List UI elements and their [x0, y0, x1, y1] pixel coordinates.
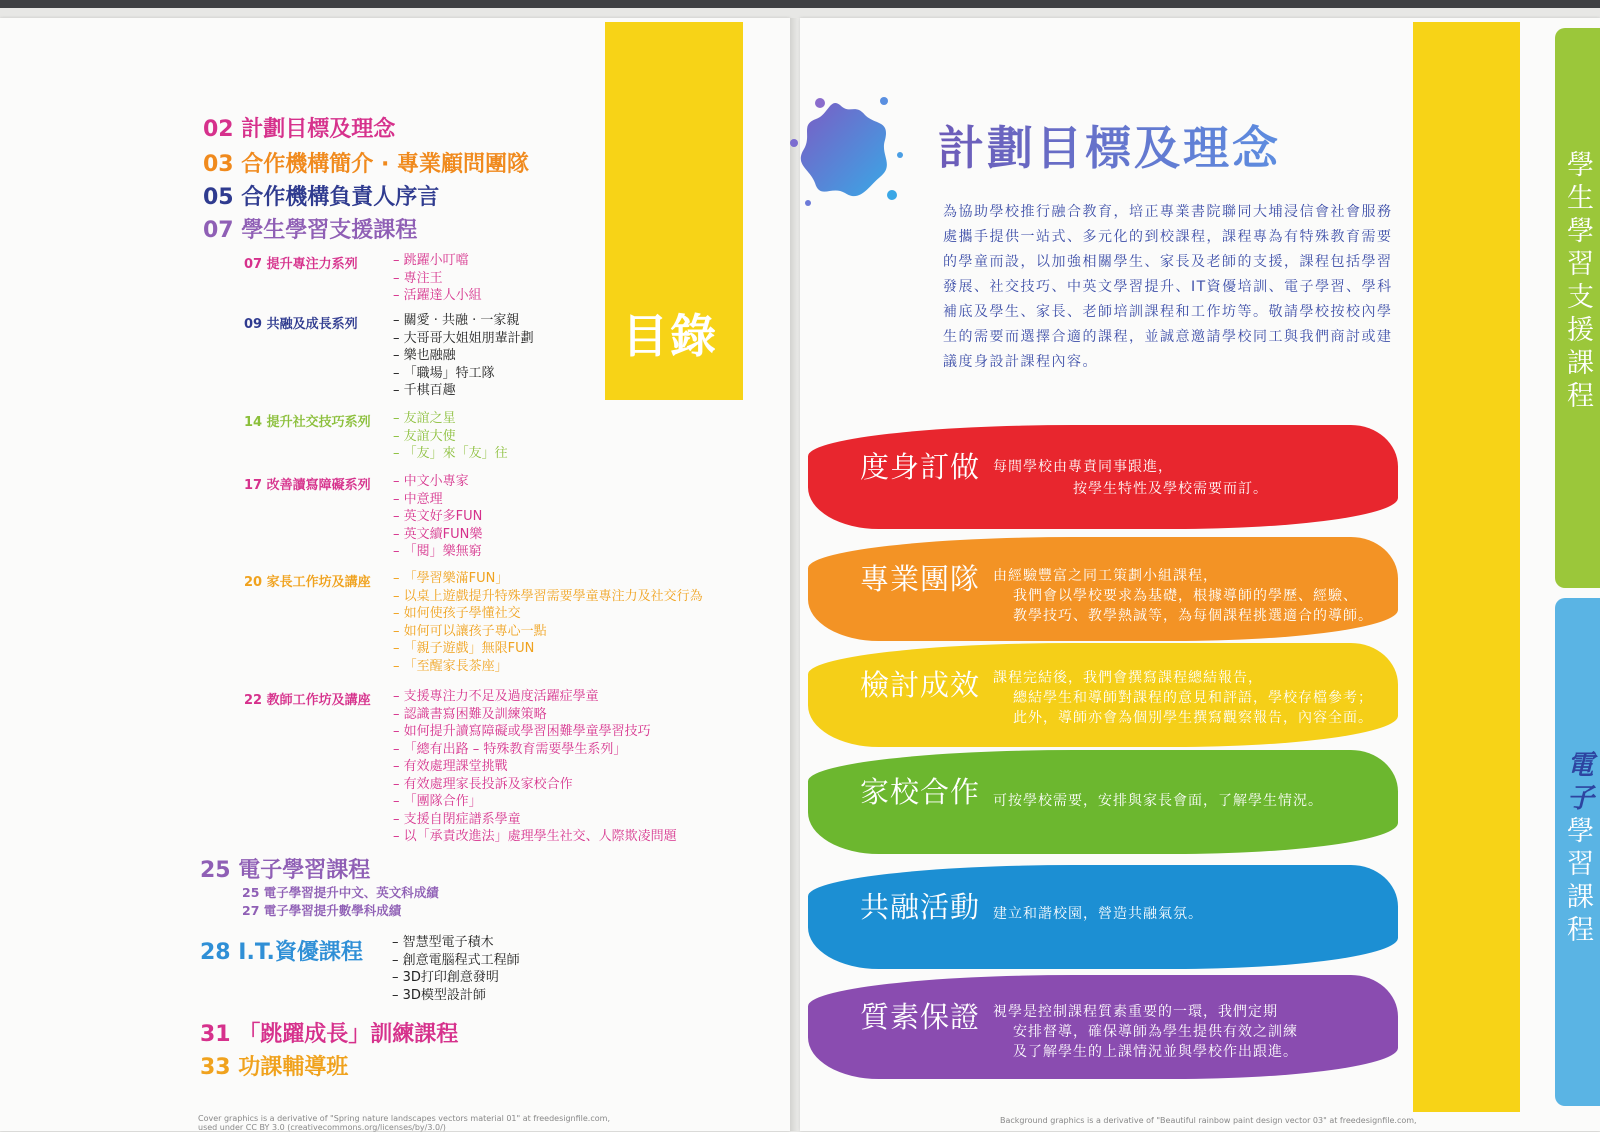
band-desc-line: 課程完結後，我們會撰寫課程總結報告，: [993, 670, 1263, 686]
toc-item[interactable]: – 英文好多FUN: [393, 509, 483, 524]
toc-heading-title: 計劃目標及理念: [241, 117, 396, 142]
toc-series-label[interactable]: 20 家長工作坊及講座: [244, 575, 371, 590]
band-title: 專業團隊: [860, 562, 981, 596]
toc-heading-num: 03: [203, 152, 234, 177]
intro-paragraph: 為協助學校推行融合教育，培正專業書院聯同大埔浸信會社會服務處攜手提供一站式、多元化的到校課程，課程專為有特殊教育需要的學童而設，以加強相關學生、家長及老師的支援，課程包括學習發展、社交技巧、中英文學習提升、IT資優培訓、電子學習、學科補底及學生、家長、老師培訓課程和工作坊等。敬請學校按校內學生的需要而選擇合適的課程，並誠意邀請學校同工與我們商討或建議度身設計課程內容。: [943, 204, 1393, 370]
rainbow-band: [808, 537, 1398, 641]
toc-item[interactable]: – 「職場」特工隊: [393, 365, 495, 381]
toc-heading-title: I.T.資優課程: [238, 940, 363, 965]
scanner-top-edge: [0, 0, 1600, 8]
toc-item[interactable]: – 中意理: [393, 491, 443, 507]
band-desc-line: 教學技巧、教學熱誠等，為每個課程挑選適合的導師。: [1013, 608, 1373, 624]
toc-heading[interactable]: [200, 935, 363, 966]
band-title: 家校合作: [860, 775, 981, 809]
toc-item[interactable]: – 如何使孩子學懂社交: [393, 606, 521, 621]
toc-item[interactable]: – 有效處理家長投訴及家校合作: [393, 776, 573, 792]
tab-elearning-label: [1560, 750, 1596, 948]
band-desc-line: 總結學生和導師對課程的意見和評語，學校存檔參考；: [1013, 690, 1373, 706]
left-credit-line-1: Cover graphics is a derivative of "Spring nature landscapes vectors material 01" at freedesignfile.com,: [198, 1114, 610, 1123]
toc-series-label[interactable]: 07 提升專注力系列: [244, 257, 358, 272]
toc-item[interactable]: – 支援自閉症譜系學童: [393, 811, 521, 827]
toc-item[interactable]: – 關愛 · 共融 · 一家親: [393, 313, 520, 328]
toc-item[interactable]: – 以桌上遊戲提升特殊學習需要學童專注力及社交行為: [393, 588, 703, 604]
toc-heading-title: 合作機構負責人序言: [241, 185, 440, 210]
toc-label: 目錄: [622, 309, 718, 363]
tab-elearning-label-em: 電子: [1562, 750, 1593, 816]
toc-item[interactable]: 27 電子學習提升數學科成績: [242, 903, 402, 918]
toc-heading[interactable]: [200, 1017, 458, 1048]
toc-heading-num: 33: [200, 1055, 231, 1080]
rainbow-band: [808, 643, 1398, 747]
toc-elearning-subs: [242, 884, 439, 920]
toc-item[interactable]: – 支援專注力不足及過度活躍症學童: [393, 689, 599, 704]
band-desc-line: 可按學校需要，安排與家長會面，了解學生情況。: [993, 793, 1323, 809]
toc-item[interactable]: – 中文小專家: [393, 474, 469, 489]
band-desc-line: 安排督導，確保導師為學生提供有效之訓練: [1013, 1024, 1298, 1040]
toc-item[interactable]: – 跳躍小叮噹: [393, 253, 469, 268]
tab-elearning-label-rest: 學習課程: [1562, 816, 1593, 948]
left-credit: [198, 1114, 610, 1132]
toc-item[interactable]: – 「閱」樂無窮: [393, 544, 482, 559]
toc-heading-num: 25: [200, 858, 231, 883]
band-desc-line: 我們會以學校要求為基礎，根據導師的學歷、經驗、: [1013, 588, 1358, 604]
toc-heading-num: 07: [203, 218, 234, 243]
right-yellow-band: [1413, 22, 1520, 1112]
toc-series-items: [393, 410, 508, 463]
band-desc-line: 視學是控制課程質素重要的一環，我們定期: [993, 1004, 1278, 1020]
toc-series-label[interactable]: 09 共融及成長系列: [244, 317, 358, 332]
toc-item[interactable]: – 友誼之星: [393, 411, 456, 426]
toc-item[interactable]: – 樂也融融: [393, 348, 456, 363]
page-title: 計劃目標及理念: [938, 112, 1281, 178]
toc-item[interactable]: – 智慧型電子積木: [392, 935, 494, 950]
left-credit-line-2: used under CC BY 3.0 (creativecommons.org/licenses/by/3.0/): [198, 1123, 446, 1132]
band-desc-line: 每間學校由專責同事跟進，: [993, 459, 1173, 475]
toc-heading[interactable]: [200, 853, 370, 884]
toc-series-label[interactable]: 22 教師工作坊及講座: [244, 693, 371, 708]
toc-item[interactable]: – 以「承責改進法」處理學生社交、人際欺凌問題: [393, 829, 677, 844]
toc-item[interactable]: – 專注王: [393, 270, 443, 286]
toc-series-items: [393, 312, 534, 400]
toc-item[interactable]: – 認識書寫困難及訓練策略: [393, 706, 547, 722]
toc-heading-num: 02: [203, 117, 234, 142]
toc-heading-num: 28: [200, 940, 231, 965]
toc-series-items: [393, 473, 482, 561]
rainbow-band: [808, 425, 1398, 529]
toc-series-items: [393, 570, 703, 675]
toc-series-items: [393, 252, 482, 305]
toc-item[interactable]: – 如何可以讓孩子專心一點: [393, 623, 547, 639]
toc-item[interactable]: – 「學習樂滿FUN」: [393, 571, 509, 586]
toc-heading[interactable]: [203, 180, 439, 211]
band-desc-line: 此外，導師亦會為個別學生撰寫觀察報告，內容全面。: [1013, 710, 1373, 726]
toc-series-label[interactable]: 14 提升社交技巧系列: [244, 415, 371, 430]
toc-heading[interactable]: [200, 1050, 348, 1081]
toc-item[interactable]: – 活躍達人小組: [393, 288, 482, 303]
band-title: 檢討成效: [860, 668, 981, 702]
toc-item[interactable]: – 「至醒家長茶座」: [393, 658, 508, 674]
paint-splash-icon: [780, 85, 910, 215]
toc-it-items: [392, 934, 520, 1004]
rainbow-band: [808, 865, 1398, 969]
toc-heading[interactable]: [203, 112, 395, 143]
toc-item[interactable]: – 有效處理課堂挑戰: [393, 759, 508, 774]
toc-item[interactable]: – 3D打印創意發明: [392, 970, 499, 985]
rainbow-band: [808, 750, 1398, 854]
toc-item[interactable]: – 「總有出路 – 特殊教育需要學生系列」: [393, 741, 627, 757]
toc-series-items: [393, 688, 677, 846]
toc-heading-title: 「跳躍成長」訓練課程: [238, 1022, 459, 1047]
band-title: 質素保證: [860, 1000, 981, 1034]
toc-item[interactable]: – 「親子遊戲」無限FUN: [393, 641, 535, 656]
toc-item[interactable]: – 大哥哥大姐姐朋輩計劃: [393, 330, 534, 346]
toc-heading-num: 31: [200, 1022, 231, 1047]
toc-heading[interactable]: [203, 213, 417, 244]
toc-item[interactable]: – 友誼大使: [393, 428, 456, 444]
rainbow-band: [808, 975, 1398, 1079]
toc-item[interactable]: 25 電子學習提升中文、英文科成績: [242, 885, 439, 900]
band-desc-line: 由經驗豐富之同工策劃小組課程，: [993, 568, 1218, 584]
tab-student-support-label: 學生學習支援課程: [1562, 150, 1593, 414]
toc-heading-title: 學生學習支援課程: [241, 218, 418, 243]
toc-heading-title: 功課輔導班: [238, 1055, 349, 1080]
toc-series-label[interactable]: 17 改善讀寫障礙系列: [244, 478, 371, 493]
toc-item[interactable]: – 千棋百趣: [393, 383, 456, 398]
toc-item[interactable]: – 如何提升讀寫障礙或學習困難學童學習技巧: [393, 724, 651, 739]
band-desc-line: 建立和諧校園，營造共融氣氛。: [993, 906, 1203, 922]
toc-item[interactable]: – 「友」來「友」往: [393, 446, 508, 461]
toc-heading-num: 05: [203, 185, 234, 210]
toc-item[interactable]: – 「團隊合作」: [393, 794, 482, 809]
band-desc-line: 按學生特性及學校需要而訂。: [1073, 481, 1268, 497]
band-title: 共融活動: [860, 890, 981, 924]
toc-heading-title: 電子學習課程: [238, 858, 371, 883]
toc-heading[interactable]: [203, 147, 529, 178]
toc-item[interactable]: – 3D模型設計師: [392, 987, 486, 1003]
toc-item[interactable]: – 創意電腦程式工程師: [392, 952, 520, 968]
toc-heading-title: 合作機構簡介 · 專業顧問團隊: [241, 152, 529, 177]
toc-item[interactable]: – 英文續FUN樂: [393, 526, 483, 542]
band-title: 度身訂做: [860, 450, 981, 484]
right-credit: Background graphics is a derivative of "Beautiful rainbow paint design vector 03" at freedesignfile.com,: [1000, 1116, 1417, 1125]
band-desc-line: 及了解學生的上課情況並與學校作出跟進。: [1013, 1044, 1298, 1060]
